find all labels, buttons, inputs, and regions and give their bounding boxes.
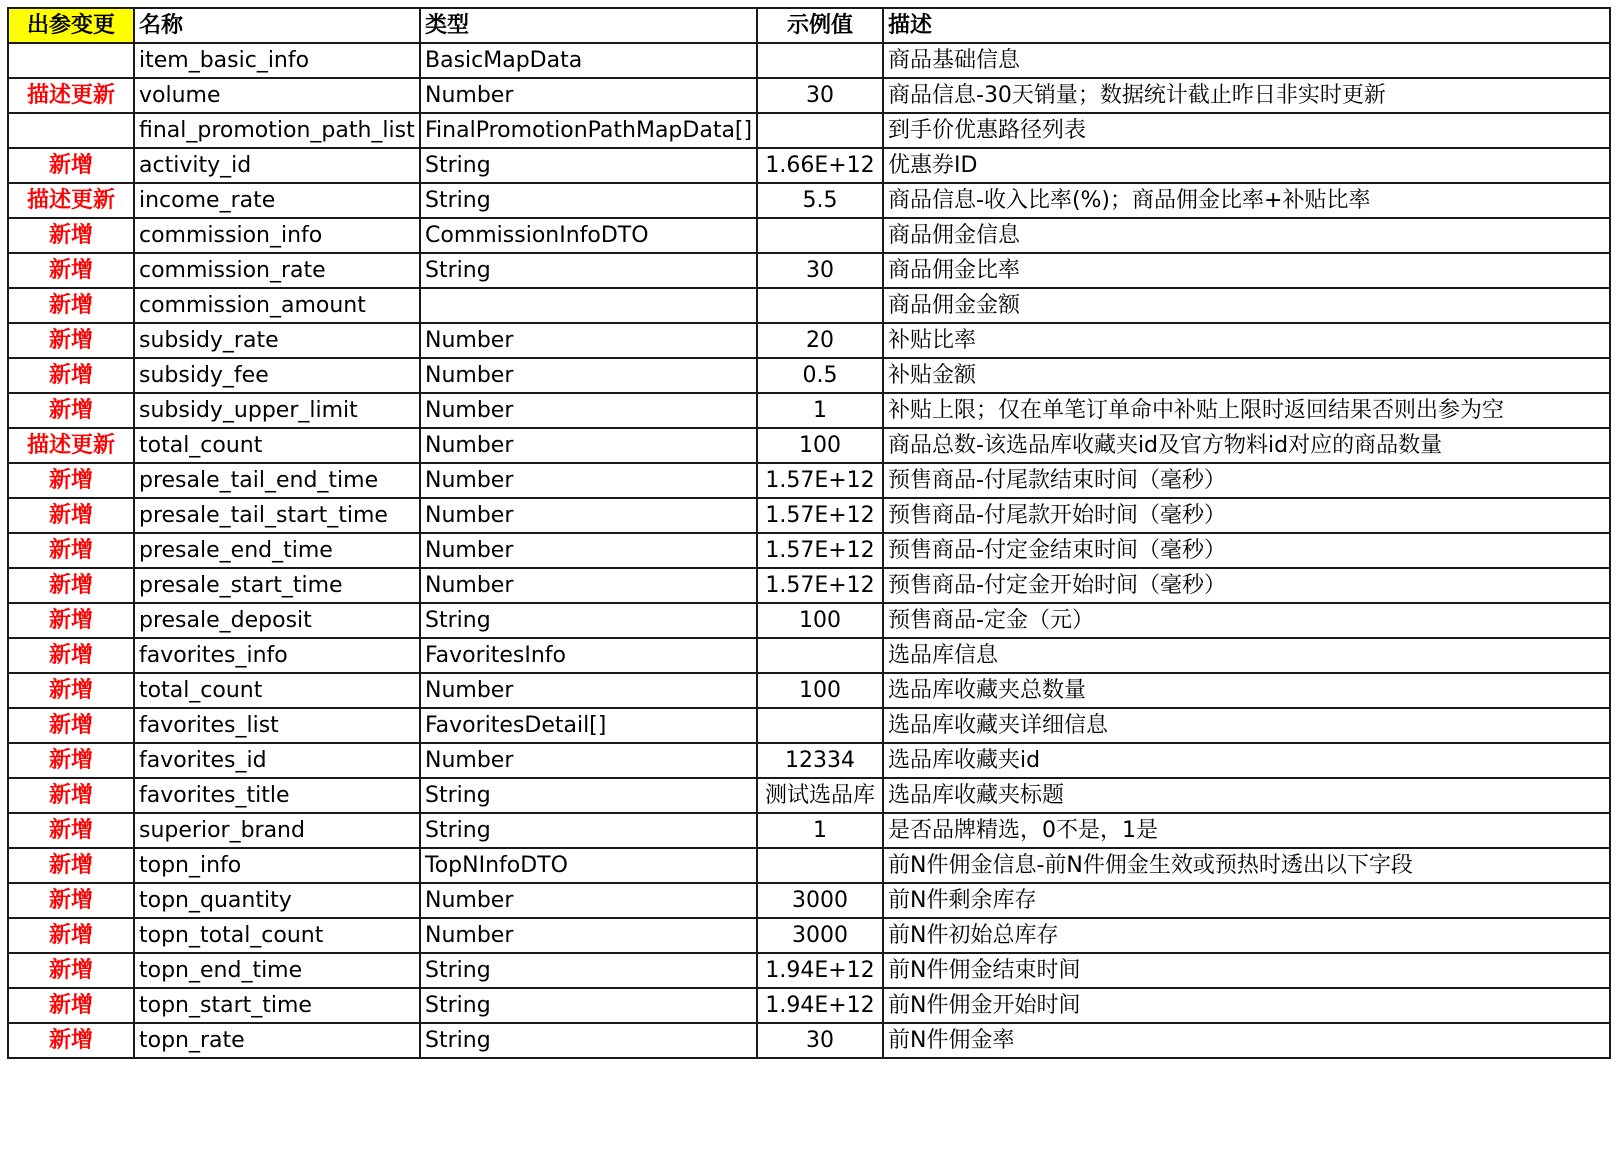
cell-example: 3000 xyxy=(757,918,883,953)
cell-example: 测试选品库 xyxy=(757,778,883,813)
table-row xyxy=(8,813,1610,848)
cell-name: presale_end_time xyxy=(134,533,420,568)
cell-example: 1.57E+12 xyxy=(757,568,883,603)
cell-change: 新增 xyxy=(8,148,134,183)
cell-type: TopNInfoDTO xyxy=(420,848,757,883)
header-change: 出参变更 xyxy=(8,8,134,43)
cell-type: String xyxy=(420,953,757,988)
table-row xyxy=(8,988,1610,1023)
cell-change: 新增 xyxy=(8,218,134,253)
table-row xyxy=(8,498,1610,533)
cell-name: favorites_id xyxy=(134,743,420,778)
table-row xyxy=(8,568,1610,603)
cell-example: 1 xyxy=(757,393,883,428)
cell-description: 预售商品-付定金结束时间（毫秒） xyxy=(883,533,1610,568)
cell-type: Number xyxy=(420,498,757,533)
cell-type: Number xyxy=(420,743,757,778)
cell-example: 100 xyxy=(757,428,883,463)
header-type: 类型 xyxy=(420,8,757,43)
cell-name: total_count xyxy=(134,673,420,708)
cell-type: String xyxy=(420,778,757,813)
cell-change: 新增 xyxy=(8,708,134,743)
cell-example: 30 xyxy=(757,1023,883,1058)
cell-description: 预售商品-定金（元） xyxy=(883,603,1610,638)
cell-change: 描述更新 xyxy=(8,183,134,218)
cell-description: 补贴上限；仅在单笔订单命中补贴上限时返回结果否则出参为空 xyxy=(883,393,1610,428)
cell-name: subsidy_fee xyxy=(134,358,420,393)
table-row xyxy=(8,183,1610,218)
table-row xyxy=(8,43,1610,78)
table-row xyxy=(8,113,1610,148)
cell-type: FinalPromotionPathMapData[] xyxy=(420,113,757,148)
cell-change: 新增 xyxy=(8,883,134,918)
table-header-row xyxy=(8,8,1610,43)
cell-description: 优惠券ID xyxy=(883,148,1610,183)
cell-description: 商品佣金金额 xyxy=(883,288,1610,323)
cell-type: String xyxy=(420,813,757,848)
cell-change: 新增 xyxy=(8,848,134,883)
cell-description: 选品库收藏夹详细信息 xyxy=(883,708,1610,743)
cell-example xyxy=(757,288,883,323)
cell-example: 3000 xyxy=(757,883,883,918)
table-row xyxy=(8,533,1610,568)
cell-name: subsidy_upper_limit xyxy=(134,393,420,428)
cell-description: 预售商品-付定金开始时间（毫秒） xyxy=(883,568,1610,603)
cell-example: 1 xyxy=(757,813,883,848)
cell-type: BasicMapData xyxy=(420,43,757,78)
cell-type: FavoritesDetail[] xyxy=(420,708,757,743)
cell-name: income_rate xyxy=(134,183,420,218)
cell-name: presale_tail_end_time xyxy=(134,463,420,498)
cell-type: Number xyxy=(420,358,757,393)
table-row xyxy=(8,603,1610,638)
cell-change: 新增 xyxy=(8,393,134,428)
cell-name: subsidy_rate xyxy=(134,323,420,358)
cell-name: topn_info xyxy=(134,848,420,883)
cell-example: 100 xyxy=(757,673,883,708)
cell-example: 1.57E+12 xyxy=(757,463,883,498)
cell-name: topn_rate xyxy=(134,1023,420,1058)
cell-example: 1.94E+12 xyxy=(757,953,883,988)
table-row xyxy=(8,428,1610,463)
cell-change: 描述更新 xyxy=(8,78,134,113)
cell-type: Number xyxy=(420,78,757,113)
cell-name: commission_info xyxy=(134,218,420,253)
cell-example: 1.57E+12 xyxy=(757,498,883,533)
cell-change: 新增 xyxy=(8,533,134,568)
table-row xyxy=(8,708,1610,743)
cell-change: 新增 xyxy=(8,918,134,953)
cell-name: commission_rate xyxy=(134,253,420,288)
table-row xyxy=(8,288,1610,323)
cell-change: 新增 xyxy=(8,953,134,988)
cell-change: 新增 xyxy=(8,603,134,638)
table-row xyxy=(8,778,1610,813)
cell-name: favorites_title xyxy=(134,778,420,813)
cell-description: 商品总数-该选品库收藏夹id及官方物料id对应的商品数量 xyxy=(883,428,1610,463)
cell-name: commission_amount xyxy=(134,288,420,323)
cell-name: topn_quantity xyxy=(134,883,420,918)
cell-description: 选品库收藏夹总数量 xyxy=(883,673,1610,708)
cell-name: presale_start_time xyxy=(134,568,420,603)
cell-description: 选品库信息 xyxy=(883,638,1610,673)
cell-type: String xyxy=(420,603,757,638)
cell-change: 新增 xyxy=(8,498,134,533)
output-params-table xyxy=(7,7,1611,1059)
cell-description: 前N件佣金率 xyxy=(883,1023,1610,1058)
cell-change: 新增 xyxy=(8,358,134,393)
cell-type: Number xyxy=(420,533,757,568)
cell-type: Number xyxy=(420,393,757,428)
cell-change xyxy=(8,113,134,148)
cell-type: Number xyxy=(420,428,757,463)
cell-name: presale_deposit xyxy=(134,603,420,638)
table-row xyxy=(8,1023,1610,1058)
cell-description: 选品库收藏夹id xyxy=(883,743,1610,778)
cell-change: 新增 xyxy=(8,743,134,778)
table-row xyxy=(8,358,1610,393)
cell-type: Number xyxy=(420,918,757,953)
cell-example xyxy=(757,848,883,883)
header-name: 名称 xyxy=(134,8,420,43)
cell-example: 30 xyxy=(757,78,883,113)
cell-example: 1.66E+12 xyxy=(757,148,883,183)
cell-name: topn_start_time xyxy=(134,988,420,1023)
table-row xyxy=(8,463,1610,498)
cell-description: 前N件佣金开始时间 xyxy=(883,988,1610,1023)
cell-change: 新增 xyxy=(8,673,134,708)
cell-change: 新增 xyxy=(8,1023,134,1058)
cell-description: 商品佣金比率 xyxy=(883,253,1610,288)
cell-example: 12334 xyxy=(757,743,883,778)
cell-change: 新增 xyxy=(8,463,134,498)
cell-description: 前N件剩余库存 xyxy=(883,883,1610,918)
header-example: 示例值 xyxy=(757,8,883,43)
cell-name: activity_id xyxy=(134,148,420,183)
cell-description: 商品信息-30天销量；数据统计截止昨日非实时更新 xyxy=(883,78,1610,113)
cell-description: 到手价优惠路径列表 xyxy=(883,113,1610,148)
cell-description: 前N件佣金信息-前N件佣金生效或预热时透出以下字段 xyxy=(883,848,1610,883)
table-row xyxy=(8,883,1610,918)
cell-example xyxy=(757,113,883,148)
cell-example: 1.57E+12 xyxy=(757,533,883,568)
table-row xyxy=(8,323,1610,358)
cell-description: 是否品牌精选，0不是，1是 xyxy=(883,813,1610,848)
cell-name: total_count xyxy=(134,428,420,463)
table-row xyxy=(8,743,1610,778)
cell-description: 前N件初始总库存 xyxy=(883,918,1610,953)
cell-example: 5.5 xyxy=(757,183,883,218)
cell-name: favorites_list xyxy=(134,708,420,743)
cell-change: 描述更新 xyxy=(8,428,134,463)
cell-type: String xyxy=(420,148,757,183)
cell-change: 新增 xyxy=(8,988,134,1023)
cell-change: 新增 xyxy=(8,778,134,813)
cell-description: 商品信息-收入比率(%)；商品佣金比率+补贴比率 xyxy=(883,183,1610,218)
cell-example: 0.5 xyxy=(757,358,883,393)
cell-description: 前N件佣金结束时间 xyxy=(883,953,1610,988)
cell-name: topn_end_time xyxy=(134,953,420,988)
cell-type: String xyxy=(420,253,757,288)
cell-example: 20 xyxy=(757,323,883,358)
table-row xyxy=(8,673,1610,708)
table-row xyxy=(8,848,1610,883)
cell-example: 100 xyxy=(757,603,883,638)
table-row xyxy=(8,918,1610,953)
cell-type: Number xyxy=(420,568,757,603)
cell-change: 新增 xyxy=(8,638,134,673)
cell-change: 新增 xyxy=(8,813,134,848)
table-row xyxy=(8,953,1610,988)
cell-type: Number xyxy=(420,323,757,358)
table-row xyxy=(8,393,1610,428)
cell-change: 新增 xyxy=(8,253,134,288)
cell-type: Number xyxy=(420,673,757,708)
cell-type xyxy=(420,288,757,323)
cell-description: 商品基础信息 xyxy=(883,43,1610,78)
cell-type: Number xyxy=(420,463,757,498)
cell-description: 补贴比率 xyxy=(883,323,1610,358)
cell-example xyxy=(757,708,883,743)
cell-description: 预售商品-付尾款结束时间（毫秒） xyxy=(883,463,1610,498)
cell-name: volume xyxy=(134,78,420,113)
cell-description: 预售商品-付尾款开始时间（毫秒） xyxy=(883,498,1610,533)
cell-example xyxy=(757,218,883,253)
cell-name: presale_tail_start_time xyxy=(134,498,420,533)
table-row xyxy=(8,218,1610,253)
cell-example: 30 xyxy=(757,253,883,288)
cell-name: favorites_info xyxy=(134,638,420,673)
cell-description: 补贴金额 xyxy=(883,358,1610,393)
cell-change: 新增 xyxy=(8,568,134,603)
cell-type: FavoritesInfo xyxy=(420,638,757,673)
cell-name: topn_total_count xyxy=(134,918,420,953)
cell-example: 1.94E+12 xyxy=(757,988,883,1023)
cell-type: String xyxy=(420,183,757,218)
table-row xyxy=(8,638,1610,673)
cell-type: CommissionInfoDTO xyxy=(420,218,757,253)
cell-name: item_basic_info xyxy=(134,43,420,78)
cell-example xyxy=(757,43,883,78)
cell-type: String xyxy=(420,988,757,1023)
cell-change: 新增 xyxy=(8,288,134,323)
cell-description: 商品佣金信息 xyxy=(883,218,1610,253)
table-row xyxy=(8,78,1610,113)
cell-name: superior_brand xyxy=(134,813,420,848)
table-row xyxy=(8,148,1610,183)
cell-change xyxy=(8,43,134,78)
cell-name: final_promotion_path_list xyxy=(134,113,420,148)
table-row xyxy=(8,253,1610,288)
cell-change: 新增 xyxy=(8,323,134,358)
table-body xyxy=(8,43,1610,1058)
cell-type: String xyxy=(420,1023,757,1058)
cell-description: 选品库收藏夹标题 xyxy=(883,778,1610,813)
cell-example xyxy=(757,638,883,673)
header-description: 描述 xyxy=(883,8,1610,43)
cell-type: Number xyxy=(420,883,757,918)
